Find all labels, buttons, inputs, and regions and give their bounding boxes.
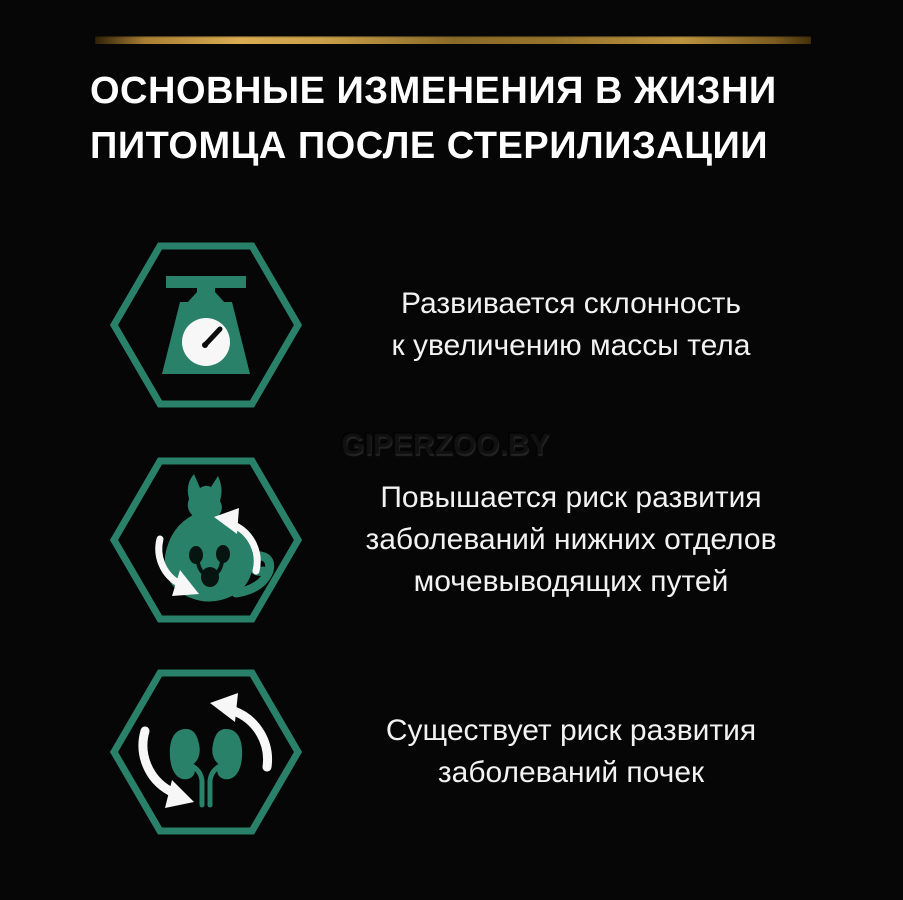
kidneys-icon-svg: [110, 669, 302, 835]
caption-urinary-tract: [330, 477, 812, 603]
page-title-line1: ОСНОВНЫЕ ИЗМЕНЕНИЯ В ЖИЗНИ: [90, 70, 777, 112]
watermark-text: GIPERZOO.BY: [341, 428, 550, 461]
caption-line: заболеваний нижних отделов: [365, 523, 777, 556]
caption-line: Повышается риск развития: [380, 481, 762, 514]
kidneys-icon: [110, 669, 302, 835]
caption-line: к увеличению массы тела: [391, 329, 751, 362]
gold-divider: [95, 36, 811, 44]
caption-kidneys: [330, 710, 812, 794]
weight-scale-icon-svg: [110, 242, 302, 408]
caption-weight-gain: [330, 283, 812, 367]
caption-line: Развивается склонность: [401, 287, 741, 320]
list-item-urinary-tract: [0, 455, 903, 625]
list-item-kidneys: [0, 668, 903, 836]
caption-line: заболеваний почек: [437, 756, 705, 789]
page-title-line2: ПИТОМЦА ПОСЛЕ СТЕРИЛИЗАЦИИ: [90, 125, 769, 167]
weight-scale-icon: [110, 242, 302, 408]
caption-line: Существует риск развития: [385, 714, 757, 747]
caption-line: мочевыводящих путей: [413, 565, 729, 598]
cat-urinary-tract-icon-svg: [110, 457, 302, 623]
cat-urinary-tract-icon: [110, 457, 302, 623]
list-item-weight-gain: [0, 242, 903, 408]
page-title: [90, 64, 814, 174]
